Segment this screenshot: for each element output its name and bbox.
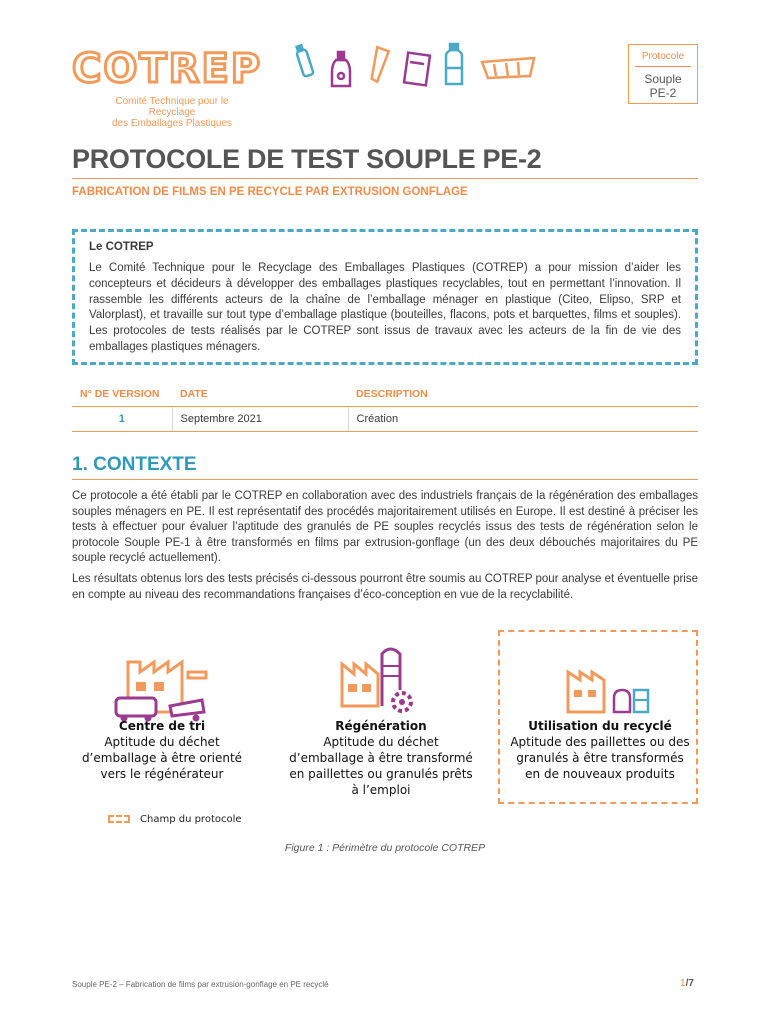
legend-label: Champ du protocole	[140, 814, 242, 825]
figure-caption: Figure 1 : Périmètre du protocole COTREP	[284, 842, 486, 854]
figure-legend	[108, 814, 242, 825]
cotrep-description: Le Comité Technique pour le Recyclage des Emballages Plastiques (COTREP) a pour mission d’aider les concepteurs et décideurs à développer des emballages plastiques recyclables, tout en permettant l’innovation. Il rassemble les différents acteurs de la chaîne de l’emballage ménager en plastique (Citeo, Elipso, SRP et Valorplast), et travaille sur tout type d’emballage plastique (bouteilles, flacons, pots et barquettes, films et souples). Les protocoles de tests réalisés par le COTREP sont issus de travaux avec les acteurs de la fin de vie des emballages plastiques ménagers.	[89, 262, 681, 353]
cotrep-info-box	[72, 229, 698, 365]
figure-block-recycled-use: Utilisation du recyclé Aptitude des paillettes ou des granulés à être transformés en de nouveaux produits	[510, 719, 690, 781]
contexte-paragraph-1: Ce protocole a été établi par le COTREP en collaboration avec des industriels français de la régénération des emballages souples ménagers en PE. Il est représentatif des procédés majoritairement utilisés en Europe. Il est destiné à préciser les tests à effectuer pour évaluer l’aptitude des granulés de PE souples recyclés issus des tests de régénération selon le protocole Souple PE-1 à être transformés en films par extrusion-gonflage (un des deux débouchés majoritaires du PE souple recyclé actuellement).	[72, 490, 698, 564]
cotrep-heading: Le COTREP	[89, 241, 154, 253]
sorting-center-icon	[110, 650, 210, 722]
bottle-icon-2	[446, 44, 462, 84]
recycled-use-icon	[564, 658, 654, 718]
section-divider	[72, 479, 698, 480]
tray-icon	[482, 58, 534, 78]
packaging-icons	[294, 42, 544, 92]
page-title: PROTOCOLE DE TEST SOUPLE PE-2	[72, 144, 542, 174]
protocol-scope-figure	[72, 628, 698, 868]
version-description: Création	[348, 407, 698, 432]
logo-subtitle: Comité Technique pour le Recyclage des Emballages Plastiques	[111, 96, 233, 129]
protocol-label: Protocole	[635, 51, 691, 67]
contexte-paragraph-2: Les résultats obtenus lors des tests précisés ci-dessous pourront être soumis au COTREP pour analyse et éventuelle prise en compte au niveau des recommandations françaises d’éco-conception en vue de la recyclabilité.	[72, 573, 698, 601]
detergent-icon	[332, 52, 350, 86]
tube-icon	[371, 47, 389, 83]
figure-block-sorting: Centre de tri Aptitude du déchet d’emballage à être orienté vers le régénérateur	[81, 719, 243, 781]
title-divider	[72, 178, 698, 179]
section-title-contexte: 1. CONTEXTE	[72, 454, 197, 475]
cotrep-logo: COTREP	[72, 46, 263, 92]
protocol-box	[628, 44, 698, 104]
column-header-date: DATE	[172, 384, 348, 407]
dashed-border-swatch-icon	[108, 815, 130, 823]
footer-document-title: Souple PE-2 – Fabrication de films par extrusion-gonflage en PE recyclé	[72, 980, 329, 989]
version-number: 1	[72, 407, 172, 432]
protocol-name: Souple PE-2	[644, 72, 682, 100]
table-header-row	[72, 384, 698, 407]
column-header-version: N° DE VERSION	[72, 384, 172, 407]
page-header	[72, 40, 698, 129]
regeneration-icon	[334, 640, 424, 720]
column-header-description: DESCRIPTION	[348, 384, 698, 407]
page-subtitle: FABRICATION DE FILMS EN PE RECYCLE PAR EXTRUSION GONFLAGE	[72, 186, 468, 198]
figure-block-regeneration: Régénération Aptitude du déchet d’emballage à être transformé en paillettes ou granulés prêts à l’emploi	[289, 719, 473, 797]
version-table	[72, 384, 698, 432]
version-date: Septembre 2021	[172, 407, 348, 432]
bag-icon	[404, 53, 430, 86]
bottle-icon	[296, 45, 314, 77]
table-row	[72, 407, 698, 432]
page-number: 1/7	[680, 978, 694, 989]
